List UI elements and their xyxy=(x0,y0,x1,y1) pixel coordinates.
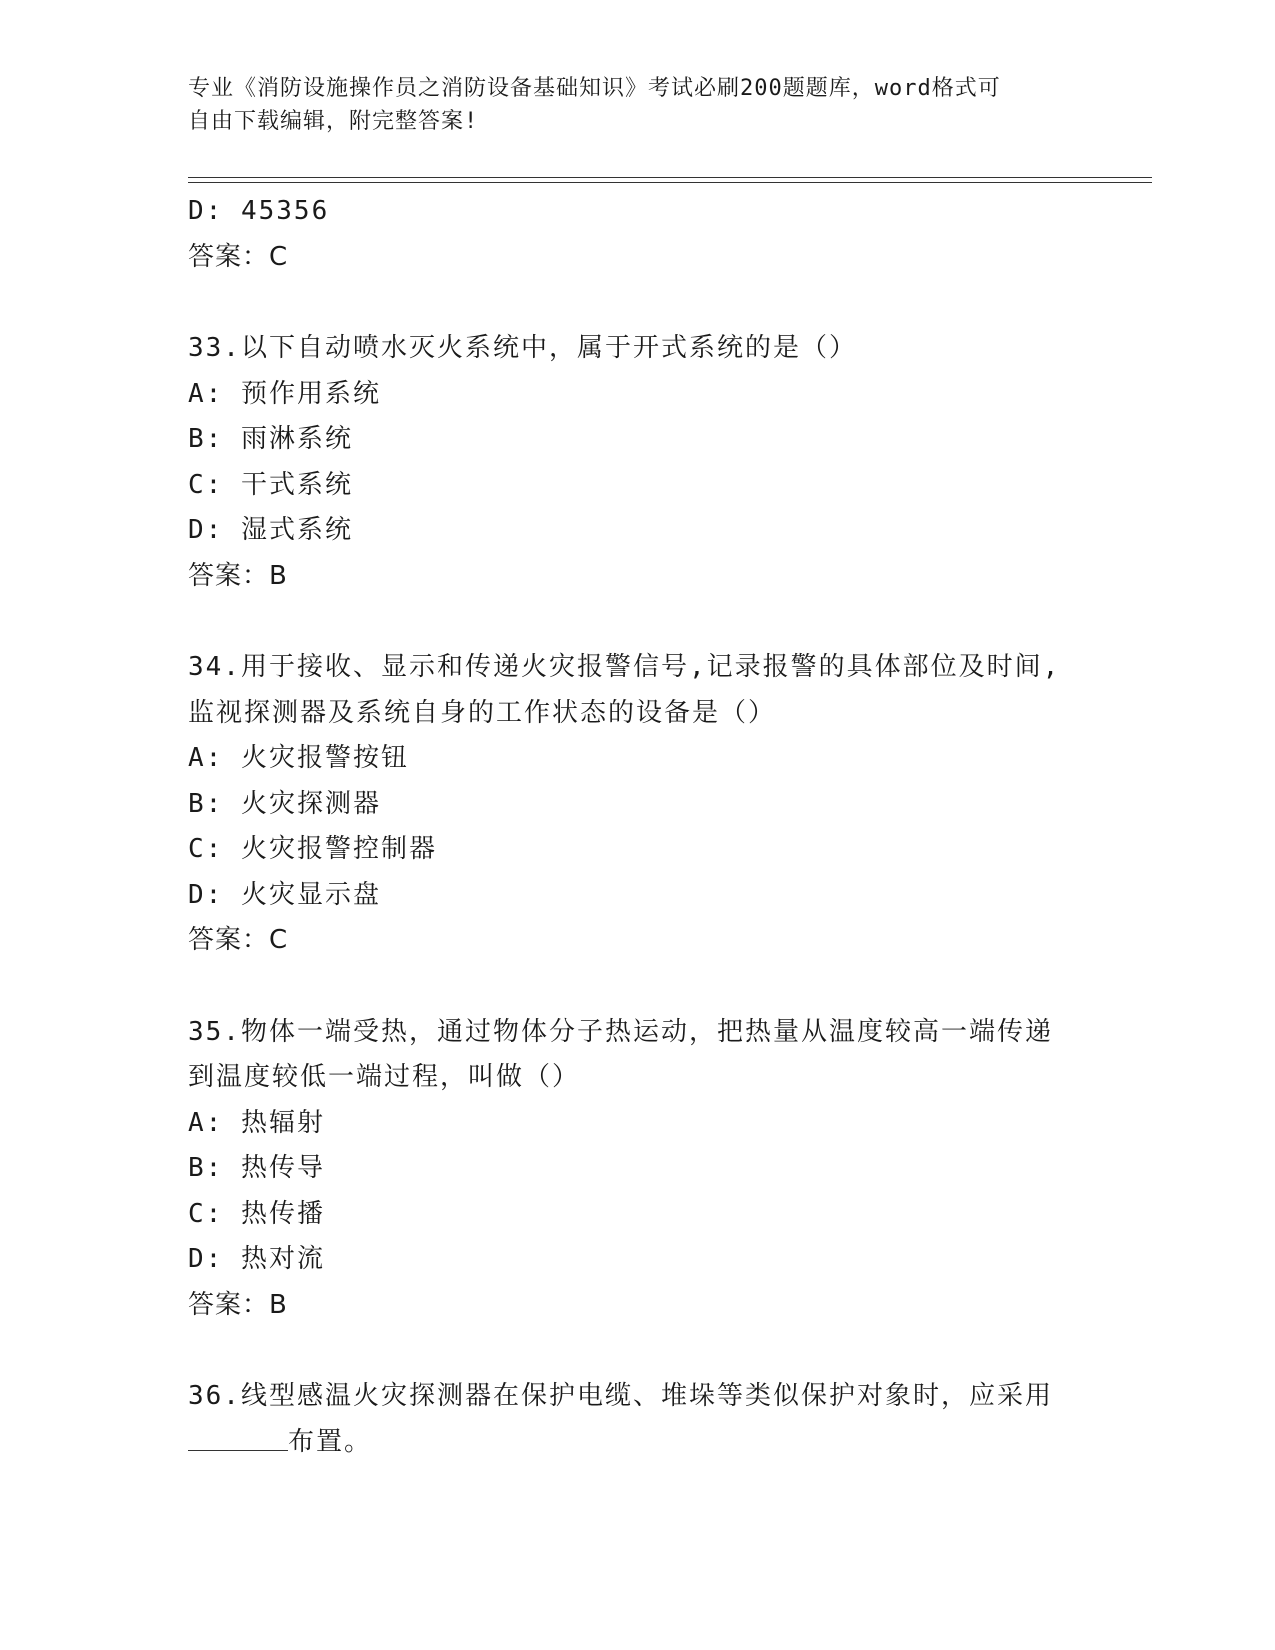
question-stem-line-2: 到温度较低一端过程，叫做（） xyxy=(188,1062,581,1092)
header-line-2: 自由下载编辑，附完整答案! xyxy=(188,109,479,134)
document-header xyxy=(188,72,1068,138)
option-b: B: 火灾探测器 xyxy=(188,788,381,819)
spacer xyxy=(188,599,1088,645)
header-divider-top xyxy=(188,177,1152,178)
option-a: A: 火灾报警按钮 xyxy=(188,743,409,773)
option-d: D: 热对流 xyxy=(188,1244,325,1274)
answer: 答案：C xyxy=(188,241,289,272)
spacer xyxy=(188,964,1088,1010)
header-divider-bottom xyxy=(188,182,1152,183)
answer: 答案：B xyxy=(188,1289,288,1320)
answer: 答案：C xyxy=(188,925,289,955)
option-a: A: 预作用系统 xyxy=(188,378,381,409)
question-32-tail xyxy=(188,189,1088,280)
option-a: A: 热辐射 xyxy=(188,1107,325,1138)
header-line-1: 专业《消防设施操作员之消防设备基础知识》考试必刷200题题库，word格式可 xyxy=(188,76,1001,101)
answer: 答案：B xyxy=(188,560,288,591)
question-stem-line-2 xyxy=(188,1420,1088,1466)
question-33 xyxy=(188,326,1088,599)
question-36 xyxy=(188,1374,1088,1465)
option-b: B: 雨淋系统 xyxy=(188,424,353,454)
option-c: C: 热传播 xyxy=(188,1198,325,1229)
question-35 xyxy=(188,1010,1088,1329)
spacer xyxy=(188,1328,1088,1374)
option-d: D: 45356 xyxy=(188,196,330,226)
option-b: B: 热传导 xyxy=(188,1153,325,1183)
option-d: D: 湿式系统 xyxy=(188,515,353,545)
option-c: C: 干式系统 xyxy=(188,469,353,500)
question-stem-line-2: 监视探测器及系统自身的工作状态的设备是（） xyxy=(188,697,777,728)
option-d: D: 火灾显示盘 xyxy=(188,879,381,910)
question-stem-line-1: 34.用于接收、显示和传递火灾报警信号,记录报警的具体部位及时间, xyxy=(188,652,1061,682)
question-stem-line-1: 36.线型感温火灾探测器在保护电缆、堆垛等类似保护对象时，应采用 xyxy=(188,1381,1053,1411)
fill-in-blank xyxy=(188,1420,288,1451)
document-body xyxy=(188,189,1088,1465)
question-34 xyxy=(188,645,1088,964)
option-c: C: 火灾报警控制器 xyxy=(188,834,437,864)
question-stem: 33.以下自动喷水灭火系统中，属于开式系统的是（） xyxy=(188,333,857,363)
spacer xyxy=(188,280,1088,326)
stem-suffix: 布置。 xyxy=(288,1426,373,1457)
question-stem-line-1: 35.物体一端受热，通过物体分子热运动，把热量从温度较高一端传递 xyxy=(188,1016,1053,1047)
